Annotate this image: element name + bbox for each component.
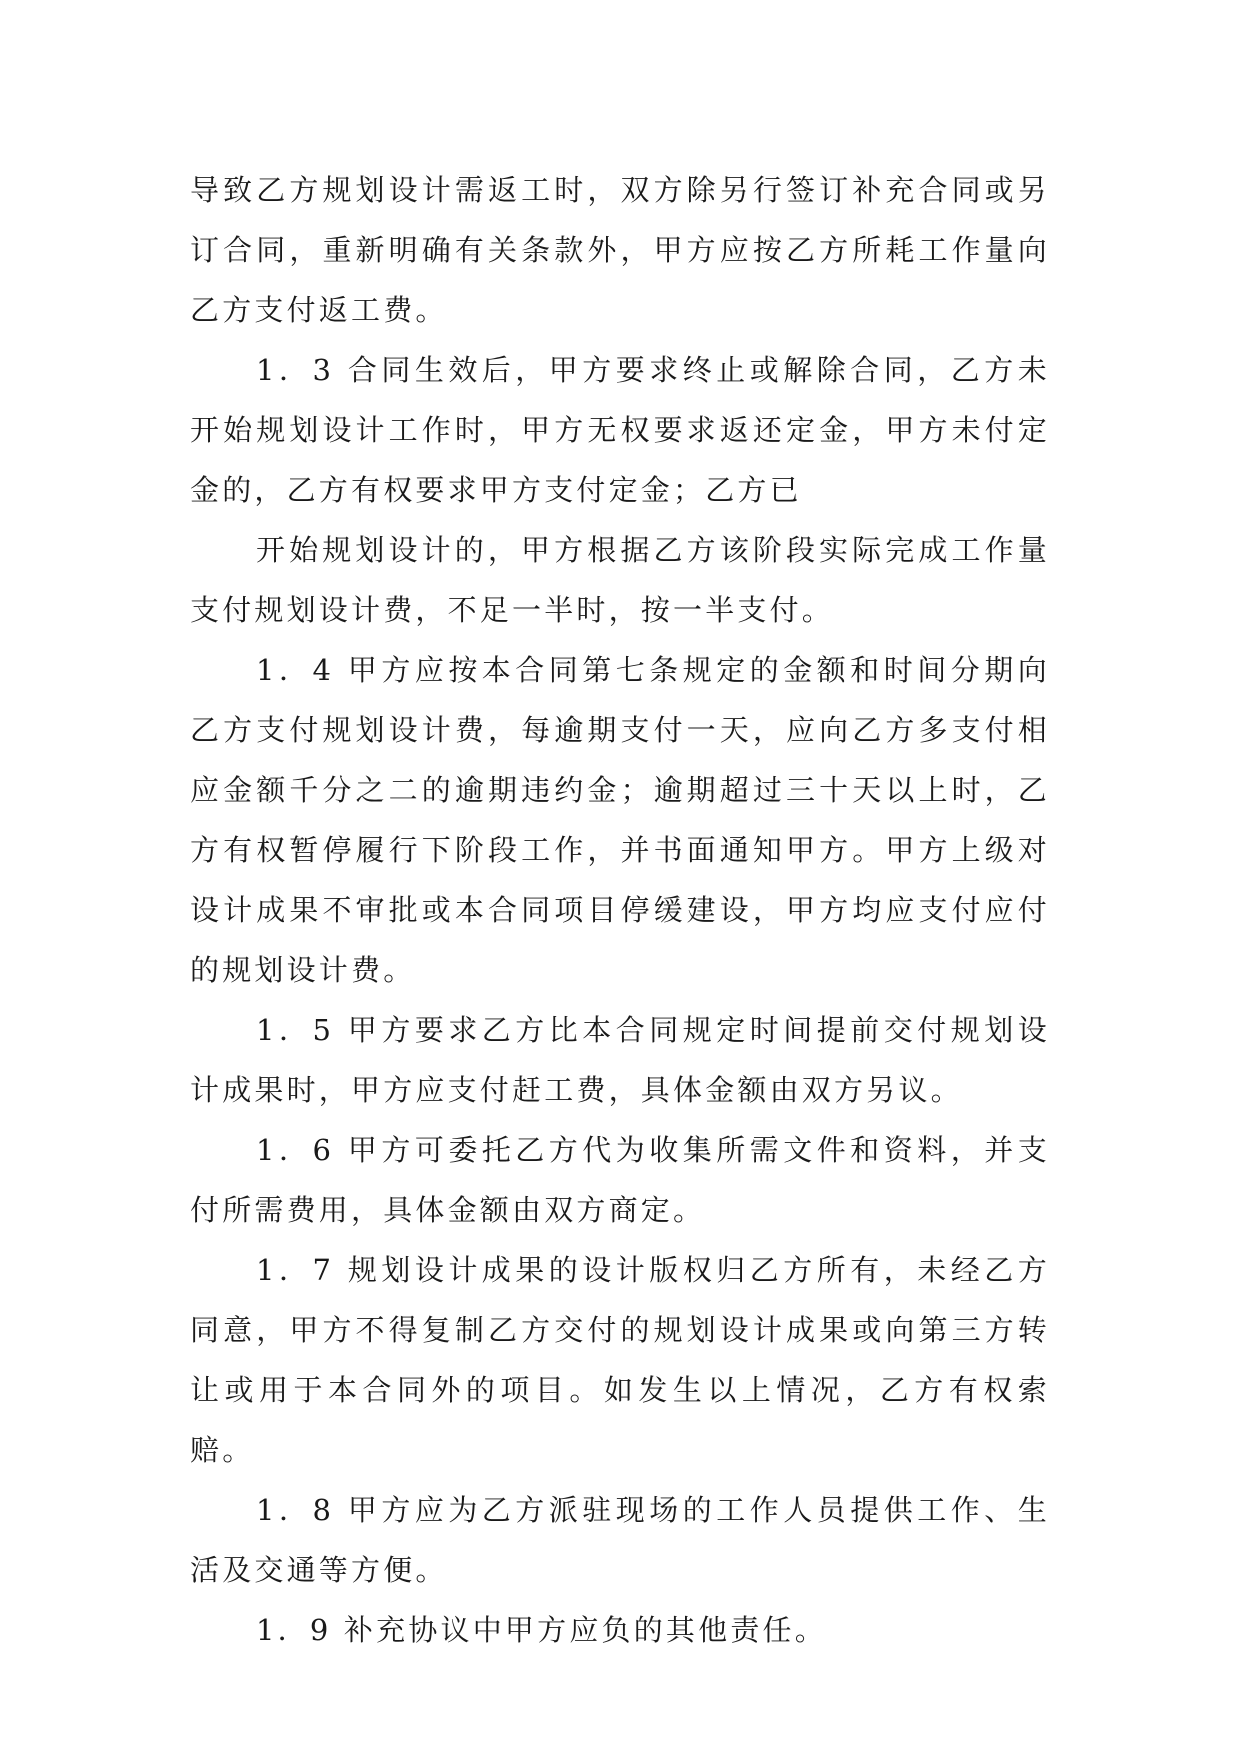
clause-1-8: 1．8 甲方应为乙方派驻现场的工作人员提供工作、生活及交通等方便。 [190,1493,1050,1587]
paragraph-continuation: 导致乙方规划设计需返工时，双方除另行签订补充合同或另订合同，重新明确有关条款外，甲方应按乙方所耗工作量向乙方支付返工费。 [190,173,1050,327]
clause-1-6: 1．6 甲方可委托乙方代为收集所需文件和资料，并支付所需费用，具体金额由双方商定。 [190,1133,1050,1227]
clause-1-7: 1．7 规划设计成果的设计版权归乙方所有，未经乙方同意，甲方不得复制乙方交付的规划设计成果或向第三方转让或用于本合同外的项目。如发生以上情况，乙方有权索赔。 [190,1253,1050,1467]
clause-1-3: 1．3 合同生效后，甲方要求终止或解除合同，乙方未开始规划设计工作时，甲方无权要求返还定金，甲方未付定金的，乙方有权要求甲方支付定金；乙方已 [190,353,1050,507]
clause-1-3-continued: 开始规划设计的，甲方根据乙方该阶段实际完成工作量支付规划设计费，不足一半时，按一半支付。 [190,533,1050,627]
document-body [190,160,1050,1660]
clause-1-9: 1．9 补充协议中甲方应负的其他责任。 [256,1613,827,1647]
clause-1-5: 1．5 甲方要求乙方比本合同规定时间提前交付规划设计成果时，甲方应支付赶工费，具体金额由双方另议。 [190,1013,1050,1107]
clause-1-4: 1．4 甲方应按本合同第七条规定的金额和时间分期向乙方支付规划设计费，每逾期支付一天，应向乙方多支付相应金额千分之二的逾期违约金；逾期超过三十天以上时，乙方有权暂停履行下阶段工作，并书面通知甲方。甲方上级对设计成果不审批或本合同项目停缓建设，甲方均应支付应付的规划设计费。 [190,653,1050,987]
